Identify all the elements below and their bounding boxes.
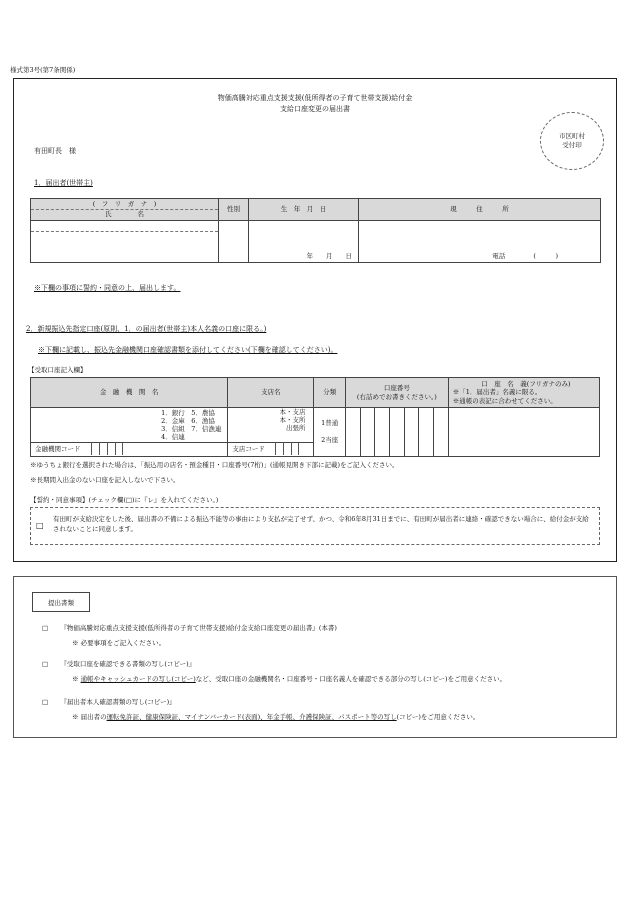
account-type-current[interactable]: 2当座 xyxy=(321,435,339,444)
account-number-note: (右詰めでお書きください。) xyxy=(356,392,437,401)
bank-type-3[interactable]: 3．信組 7．信漁連 xyxy=(161,425,222,434)
section1-heading: 1．届出者(世帯主) xyxy=(34,179,93,187)
bank-name-input[interactable] xyxy=(31,408,228,443)
account-digit-2[interactable] xyxy=(360,408,375,457)
document-item-3 xyxy=(42,698,176,706)
document-item-1 xyxy=(42,624,337,632)
bank-header: 金 融 機 関 名 xyxy=(31,378,228,408)
holder-header xyxy=(448,378,599,408)
title-line2: 支給口座変更の届出書 xyxy=(280,104,350,113)
account-digit-1[interactable] xyxy=(345,408,360,457)
bank-type-1[interactable]: 1．銀行 5．農協 xyxy=(161,409,215,417)
holder-input[interactable] xyxy=(448,408,599,457)
account-number-header xyxy=(345,378,448,408)
doc2-note-rest: など、受取口座の金融機関名・口座番号・口座名義人を確認できる部分の写し(コピー)をご用意ください。 xyxy=(195,675,507,683)
branch-type-3[interactable]: 出張所 xyxy=(285,424,306,433)
yucho-note: ※ゆうちょ銀行を選択された場合は、「振込用の店名・預金種目・口座番号(7桁)」(通帳見開き下部に記載)をご記入ください。 xyxy=(30,461,399,469)
branch-code-box-3[interactable] xyxy=(291,443,299,455)
doc2-note-underlined: 通帳やキャッシュカードの写し(コピー) xyxy=(80,675,196,683)
branch-name-input[interactable] xyxy=(228,408,314,443)
long-term-note: ※長期間入出金のない口座を記入しないで下さい。 xyxy=(30,476,180,484)
form-title xyxy=(0,93,630,114)
gender-header: 性別 xyxy=(219,199,249,221)
documents-label: 提出書類 xyxy=(32,592,90,612)
oath-title: 【誓約・同意事項】(チェック欄(□)に『レ』を入れてください。) xyxy=(30,496,219,504)
document-checkbox-2[interactable]: □ xyxy=(42,660,49,668)
name-input-cell[interactable] xyxy=(31,221,219,263)
stamp-line2: 受付印 xyxy=(562,141,582,150)
account-digit-4[interactable] xyxy=(389,408,404,457)
document-note-2 xyxy=(72,675,506,683)
bank-code-label: 金融機関コード xyxy=(35,445,81,453)
form-number: 様式第3号(第7条関係) xyxy=(10,66,76,74)
oath-box xyxy=(30,507,600,545)
stamp-line1: 市区町村 xyxy=(559,132,585,140)
document-checkbox-3[interactable]: □ xyxy=(42,698,49,706)
section2-heading: 2．新規振込先指定口座(原則、1．の届出者(世帯主)本人名義の口座に限る。) xyxy=(26,325,267,333)
account-type-ordinary[interactable]: 1普通 xyxy=(321,418,339,427)
account-table-label: 【受取口座記入欄】 xyxy=(28,366,87,374)
account-type-cell xyxy=(314,408,345,457)
branch-type-1[interactable]: 本・支店 xyxy=(279,408,306,416)
gender-input-cell[interactable] xyxy=(219,221,249,263)
reception-stamp xyxy=(540,112,604,170)
bank-code-box-4[interactable] xyxy=(115,443,123,455)
branch-type-options xyxy=(228,408,313,432)
addressee: 有田町長 様 xyxy=(34,147,76,155)
doc1-note-text: ※ 必要事項をご記入ください。 xyxy=(72,639,166,647)
consent-notice: ※下欄の事項に誓約・同意の上、届出します。 xyxy=(34,284,181,292)
holder-note2: ※通帳の表記に合わせてください。 xyxy=(452,396,557,405)
holder-note1: ※「1．届出者」名義に限る。 xyxy=(452,388,542,397)
bank-type-options xyxy=(161,408,227,442)
account-digit-3[interactable] xyxy=(375,408,390,457)
doc3-note-rest: (コピー)をご用意ください。 xyxy=(396,713,480,721)
account-digit-7[interactable] xyxy=(434,408,449,457)
furigana-label: ( フ リ ガ ナ ) xyxy=(31,200,218,210)
dob-input-cell[interactable] xyxy=(249,221,359,263)
account-number-label: 口座番号 xyxy=(383,384,410,393)
bank-code-cell[interactable] xyxy=(31,442,228,456)
bank-type-4[interactable]: 4．信連 xyxy=(161,433,185,442)
document-title-2: 『受取口座を確認できる書類の写し(コピー)』 xyxy=(60,660,196,668)
account-digit-5[interactable] xyxy=(404,408,419,457)
document-note-1 xyxy=(72,639,165,647)
oath-checkbox[interactable]: □ xyxy=(36,521,44,530)
address-input-cell[interactable] xyxy=(359,221,601,263)
bank-code-box-3[interactable] xyxy=(107,443,115,455)
branch-header: 支店名 xyxy=(228,378,314,408)
branch-code-box-1[interactable] xyxy=(275,443,283,455)
document-item-2 xyxy=(42,660,195,668)
main-form-frame xyxy=(13,78,617,562)
bank-type-2[interactable]: 2．金庫 6．漁協 xyxy=(161,417,215,426)
branch-code-box-2[interactable] xyxy=(283,443,291,455)
dob-header: 生 年 月 日 xyxy=(249,199,359,221)
address-header: 現 住 所 xyxy=(359,199,601,221)
name-label: 氏 名 xyxy=(105,210,144,219)
doc2-note-prefix: ※ xyxy=(72,675,81,683)
account-digit-6[interactable] xyxy=(419,408,434,457)
phone-parens: ( ) xyxy=(533,251,558,260)
date-units: 年 月 日 xyxy=(306,251,352,260)
branch-code-cell[interactable] xyxy=(228,442,314,456)
section2-instruction: ※下欄に記載し、振込先金融機関口座確認書類を添付してください(下欄を確認してください)。 xyxy=(38,346,338,354)
document-title-1: 『物価高騰対応重点支援支援(低所得者の子育て世帯支援)給付金支給口座変更の届出書』(本書) xyxy=(60,624,337,632)
account-table xyxy=(30,377,600,457)
applicant-table xyxy=(30,198,601,263)
name-header xyxy=(31,199,219,221)
oath-text: 有田町が支給決定をした後、届出書の不備による振込不能等の事由により支払が完了せず、かつ、令和6年8月31日までに、有田町が届出者に連絡・確認できない場合に、給付金が支給されないことに同意します。 xyxy=(53,515,589,533)
holder-label: 口 座 名 義(フリガナのみ) xyxy=(481,380,571,389)
bank-code-box-1[interactable] xyxy=(91,443,99,455)
doc3-note-underlined: 運転免許証、健康保険証、マイナンバーカード(表面)、年金手帳、介護保険証、パスポート等の写し xyxy=(106,713,397,721)
type-header: 分類 xyxy=(314,378,345,408)
document-title-3: 『届出者本人確認書類の写し(コピー)』 xyxy=(60,698,176,706)
branch-code-label: 支店コード xyxy=(232,445,265,453)
document-checkbox-1[interactable]: □ xyxy=(42,624,49,632)
doc3-note-prefix: ※ 届出者の xyxy=(72,713,107,721)
document-note-3 xyxy=(72,713,479,721)
title-line1: 物価高騰対応重点支援支援(低所得者の子育て世帯支援)給付金 xyxy=(217,94,413,102)
bank-code-box-2[interactable] xyxy=(99,443,107,455)
branch-type-2[interactable]: 本・支所 xyxy=(279,416,306,425)
furigana-input[interactable] xyxy=(31,221,218,232)
phone-label: 電話 xyxy=(492,251,506,260)
